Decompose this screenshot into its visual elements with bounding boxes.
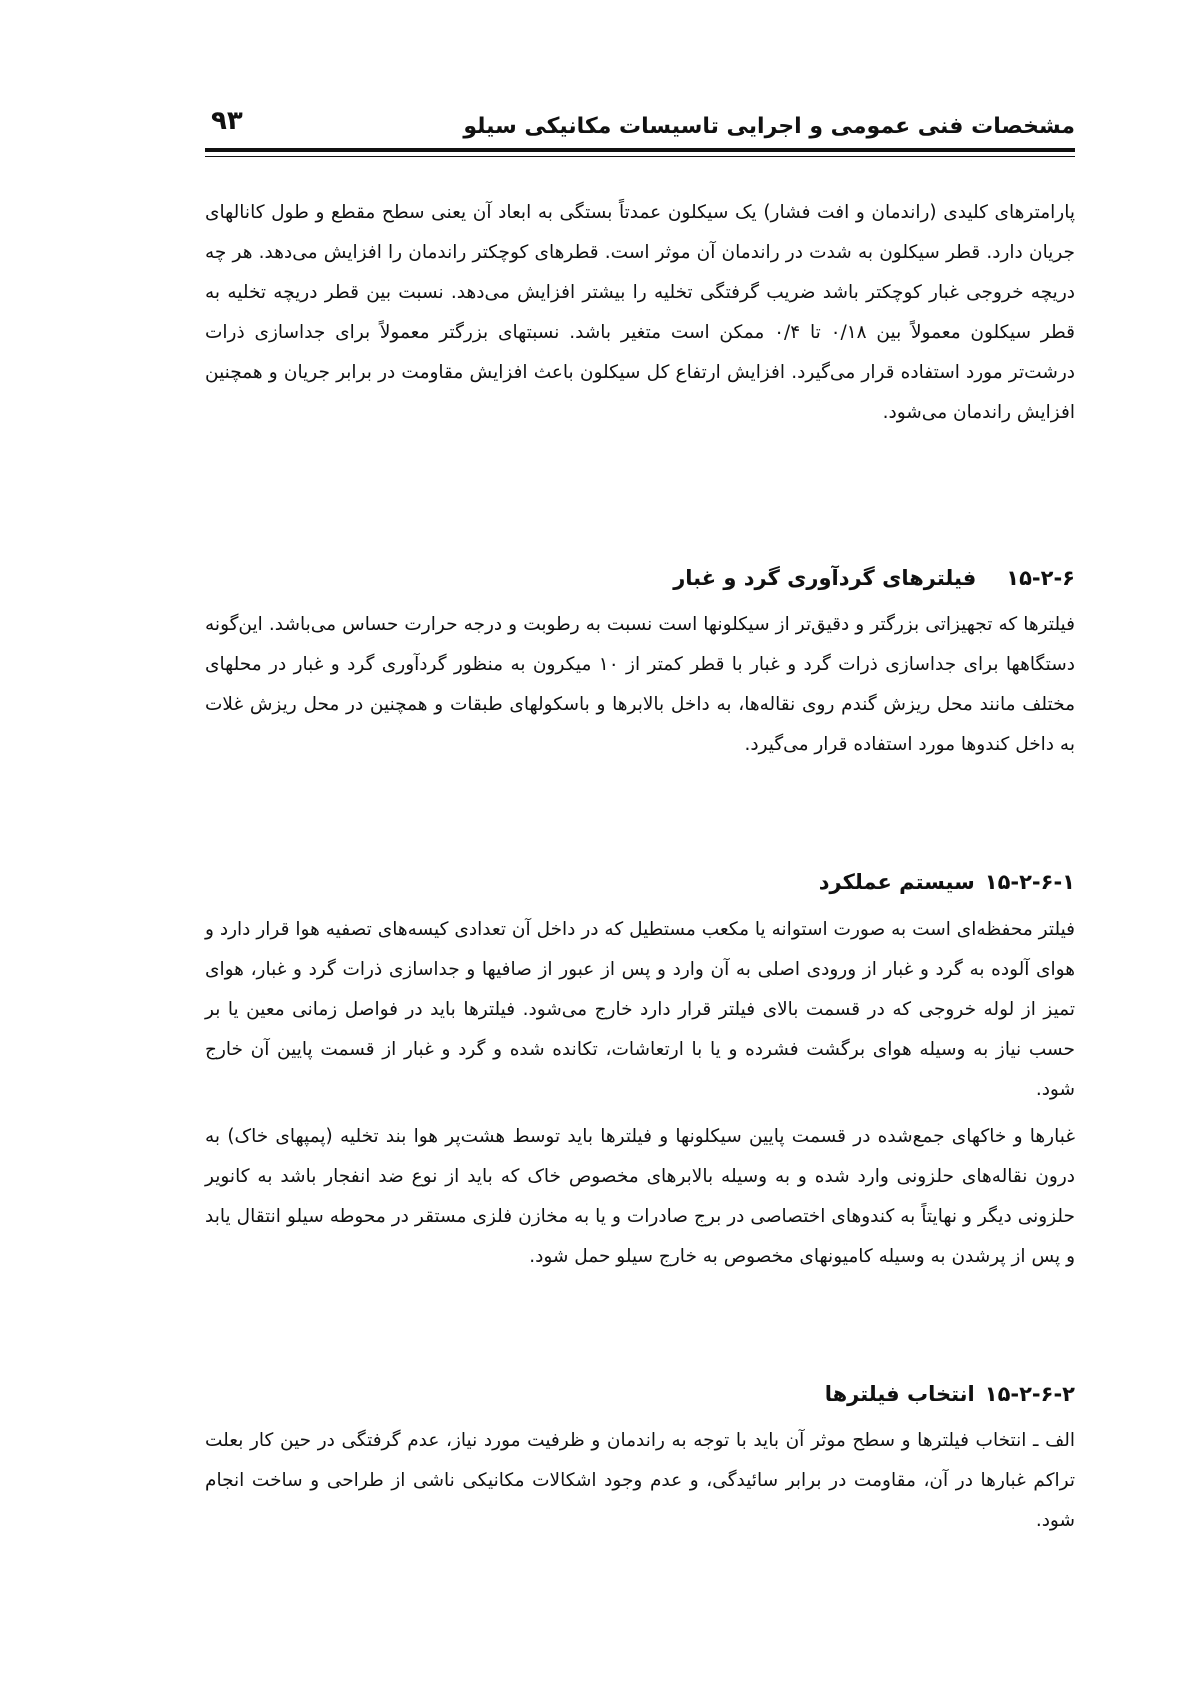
paragraph-filters-intro: فیلترها که تجهیزاتی بزرگتر و دقیق‌تر از سیکلونها است نسبت به رطوبت و درجه حرارت حساس می‌باشد. این‌گونه دستگاهها برای جداسازی ذرات گرد و غبار با قطر کمتر از ۱۰ میکرون به منظور گردآوری گرد و غبار در محلهای مختلف مانند محل ریزش گندم روی نقاله‌ها، به داخل بالابرها و باسکولهای طبقات و همچنین در محل ریزش غلات به داخل کندوها مورد استفاده قرار می‌گیرد.: [205, 614, 1076, 755]
section-heading-dust-filters: [673, 566, 1075, 590]
section-title: انتخاب فیلترها: [824, 1382, 975, 1406]
paragraph-selection-item-a: الف ـ انتخاب فیلترها و سطح موثر آن باید با توجه به راندمان و ظرفیت مورد نیاز، عدم گرفتگی در حین کار بعلت تراکم غبارها در آن، مقاومت در برابر سائیدگی، و عدم وجود اشکالات مکانیکی ناشی از طراحی و ساخت انجام شود.: [205, 1430, 1075, 1531]
section-number: ۱۵-۲-۶-۱: [984, 870, 1075, 894]
section-number: ۱۵-۲-۶-۲: [984, 1382, 1075, 1406]
header-rule-thin: [205, 156, 1075, 157]
paragraph-cyclone-parameters: پارامترهای کلیدی (راندمان و افت فشار) یک سیکلون عمدتاً بستگی به ابعاد آن یعنی سطح مقطع و طول کانالهای جریان دارد. قطر سیکلون به شدت در راندمان آن موثر است. قطرهای کوچکتر راندمان را افزایش می‌دهد. هر چه دریچه خروجی غبار کوچکتر باشد ضریب گرفتگی تخلیه را بیشتر افزایش می‌دهد. نسبت بین قطر دریچه تخلیه به قطر سیکلون معمولاً بین ۰/۱۸ تا ۰/۴ ممکن است متغیر باشد. نسبتهای بزرگتر معمولاً برای جداسازی ذرات درشت‌تر مورد استفاده قرار می‌گیرد. افزایش ارتفاع کل سیکلون باعث افزایش مقاومت در برابر جریان و همچنین افزایش راندمان می‌شود.: [205, 202, 1075, 423]
paragraph-filter-operation: فیلتر محفظه‌ای است به صورت استوانه یا مکعب مستطیل که در داخل آن تعدادی کیسه‌های تصفیه هوا قرار دارد و هوای آلوده به گرد و غبار از ورودی اصلی به آن وارد و پس از عبور از صافیها و جداسازی ذرات گرد و غبار، هوای تمیز از لوله خروجی که در قسمت بالای فیلتر قرار دارد خارج می‌شود. فیلترها باید در فواصل زمانی معین یا بر حسب نیاز به وسیله هوای برگشت فشرده و یا با ارتعاشات، تکانده شده و گرد و غبار از قسمت پایین آن خارج شود.: [205, 919, 1075, 1100]
page-number: ۹۳: [211, 106, 243, 136]
section-heading-filter-selection: [825, 1382, 1075, 1406]
section-heading-operating-system: [819, 870, 1075, 894]
paragraph-dust-disposal: غبارها و خاکهای جمع‌شده در قسمت پایین سیکلونها و فیلترها باید توسط هشت‌پر هوا بند تخلیه (پمپهای خاک) به درون نقاله‌های حلزونی وارد شده و به وسیله بالابرهای مخصوص خاک که باید از نوع ضد انفجار باشد به کانویر حلزونی دیگر و نهایتاً به کندوهای اختصاصی در برج صادرات و یا به مخازن فلزی مستقر در محوطه سیلو انتقال یابد و پس از پرشدن به وسیله کامیونهای مخصوص به خارج سیلو حمل شود.: [205, 1126, 1075, 1267]
header-rule-thick: [205, 148, 1075, 152]
section-title: سیستم عملکرد: [818, 870, 975, 894]
page-header: [205, 100, 1075, 170]
section-number: ۱۵-۲-۶: [1006, 566, 1075, 590]
running-title: مشخصات فنی عمومی و اجرایی تاسیسات مکانیکی سیلو: [463, 114, 1075, 139]
section-title: فیلترهای گردآوری گرد و غبار: [673, 566, 977, 590]
